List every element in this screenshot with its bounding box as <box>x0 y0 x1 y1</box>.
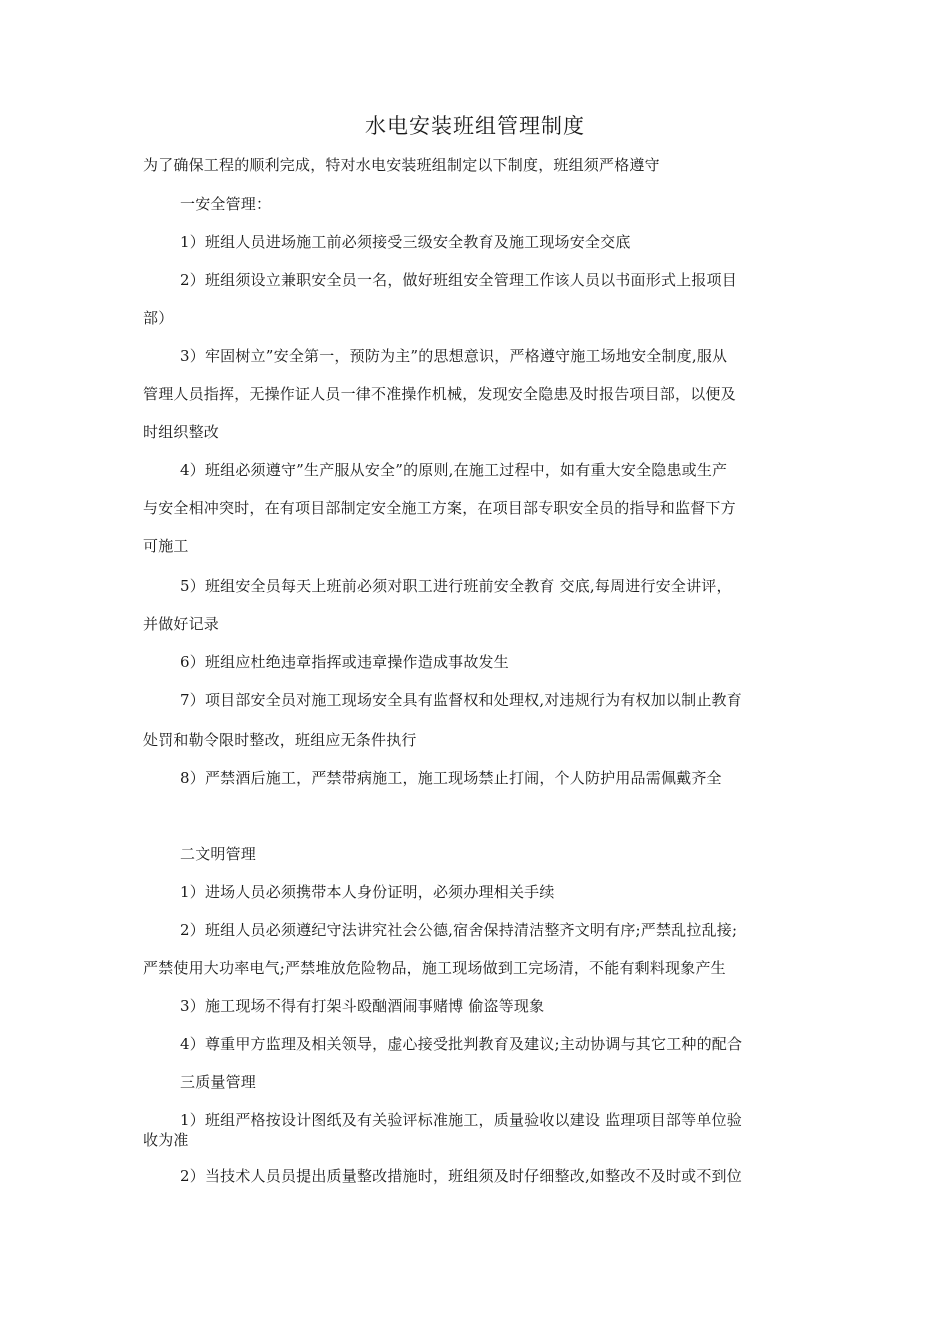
intro-text: 为了确保工程的顺利完成，特对水电安装班组制定以下制度，班组须严格遵守 <box>143 156 660 174</box>
quality-heading: 三质量管理 <box>180 1073 257 1091</box>
safety-item-6: 6）班组应杜绝违章指挥或违章操作造成事故发生 <box>180 653 509 671</box>
quality-item-1-line-1: 1）班组严格按设计图纸及有关验评标准施工，质量验收以建设 监理项目部等单位验 <box>180 1111 742 1129</box>
safety-item-1: 1）班组人员进场施工前必须接受三级安全教育及施工现场安全交底 <box>180 233 631 251</box>
safety-item-2-line-1: 2）班组须设立兼职安全员一名，做好班组安全管理工作该人员以书面形式上报项目 <box>180 271 737 289</box>
safety-item-2-line-2: 部） <box>143 309 174 327</box>
document-title: 水电安装班组管理制度 <box>365 114 585 138</box>
safety-item-5-line-1: 5）班组安全员每天上班前必须对职工进行班前安全教育 交底,每周进行安全讲评， <box>180 577 732 595</box>
civil-item-4: 4）尊重甲方监理及相关领导，虚心接受批判教育及建议;主动协调与其它工种的配合 <box>180 1035 743 1053</box>
civil-item-1: 1）进场人员必须携带本人身份证明，必须办理相关手续 <box>180 883 555 901</box>
civil-item-3: 3）施工现场不得有打架斗殴酗酒闹事赌博 偷盗等现象 <box>180 997 545 1015</box>
safety-item-3-line-2: 管理人员指挥，无操作证人员一律不准操作机械，发现安全隐患及时报告项目部，以便及 <box>143 385 736 403</box>
safety-item-5-line-2: 并做好记录 <box>143 615 220 633</box>
safety-item-3-line-1: 3）牢固树立”安全第一，预防为主”的思想意识，严格遵守施工场地安全制度,服从 <box>180 347 728 365</box>
safety-item-4-line-2: 与安全相冲突时，在有项目部制定安全施工方案，在项目部专职安全员的指导和监督下方 <box>143 499 736 517</box>
civil-heading: 二文明管理 <box>180 845 257 863</box>
safety-item-4-line-1: 4）班组必须遵守”生产服从安全”的原则,在施工过程中，如有重大安全隐患或生产 <box>180 461 728 479</box>
safety-item-7-line-1: 7）项目部安全员对施工现场安全具有监督权和处理权,对违规行为有权加以制止教育 <box>180 691 742 709</box>
quality-item-2: 2）当技术人员员提出质量整改措施时，班组须及时仔细整改,如整改不及时或不到位 <box>180 1167 742 1185</box>
safety-item-4-line-3: 可施工 <box>143 537 189 555</box>
civil-item-2-line-1: 2）班组人员必须遵纪守法讲究社会公德,宿舍保持清洁整齐文明有序;严禁乱拉乱接; <box>180 921 738 939</box>
civil-item-2-line-2: 严禁使用大功率电气;严禁堆放危险物品，施工现场做到工完场清，不能有剩料现象产生 <box>143 959 726 977</box>
safety-item-3-line-3: 时组织整改 <box>143 423 220 441</box>
safety-item-7-line-2: 处罚和勒令限时整改，班组应无条件执行 <box>143 731 417 749</box>
safety-heading: 一安全管理： <box>180 195 272 213</box>
safety-item-8: 8）严禁酒后施工，严禁带病施工，施工现场禁止打闹，个人防护用品需佩戴齐全 <box>180 769 722 787</box>
quality-item-1-line-2: 收为准 <box>143 1131 189 1149</box>
